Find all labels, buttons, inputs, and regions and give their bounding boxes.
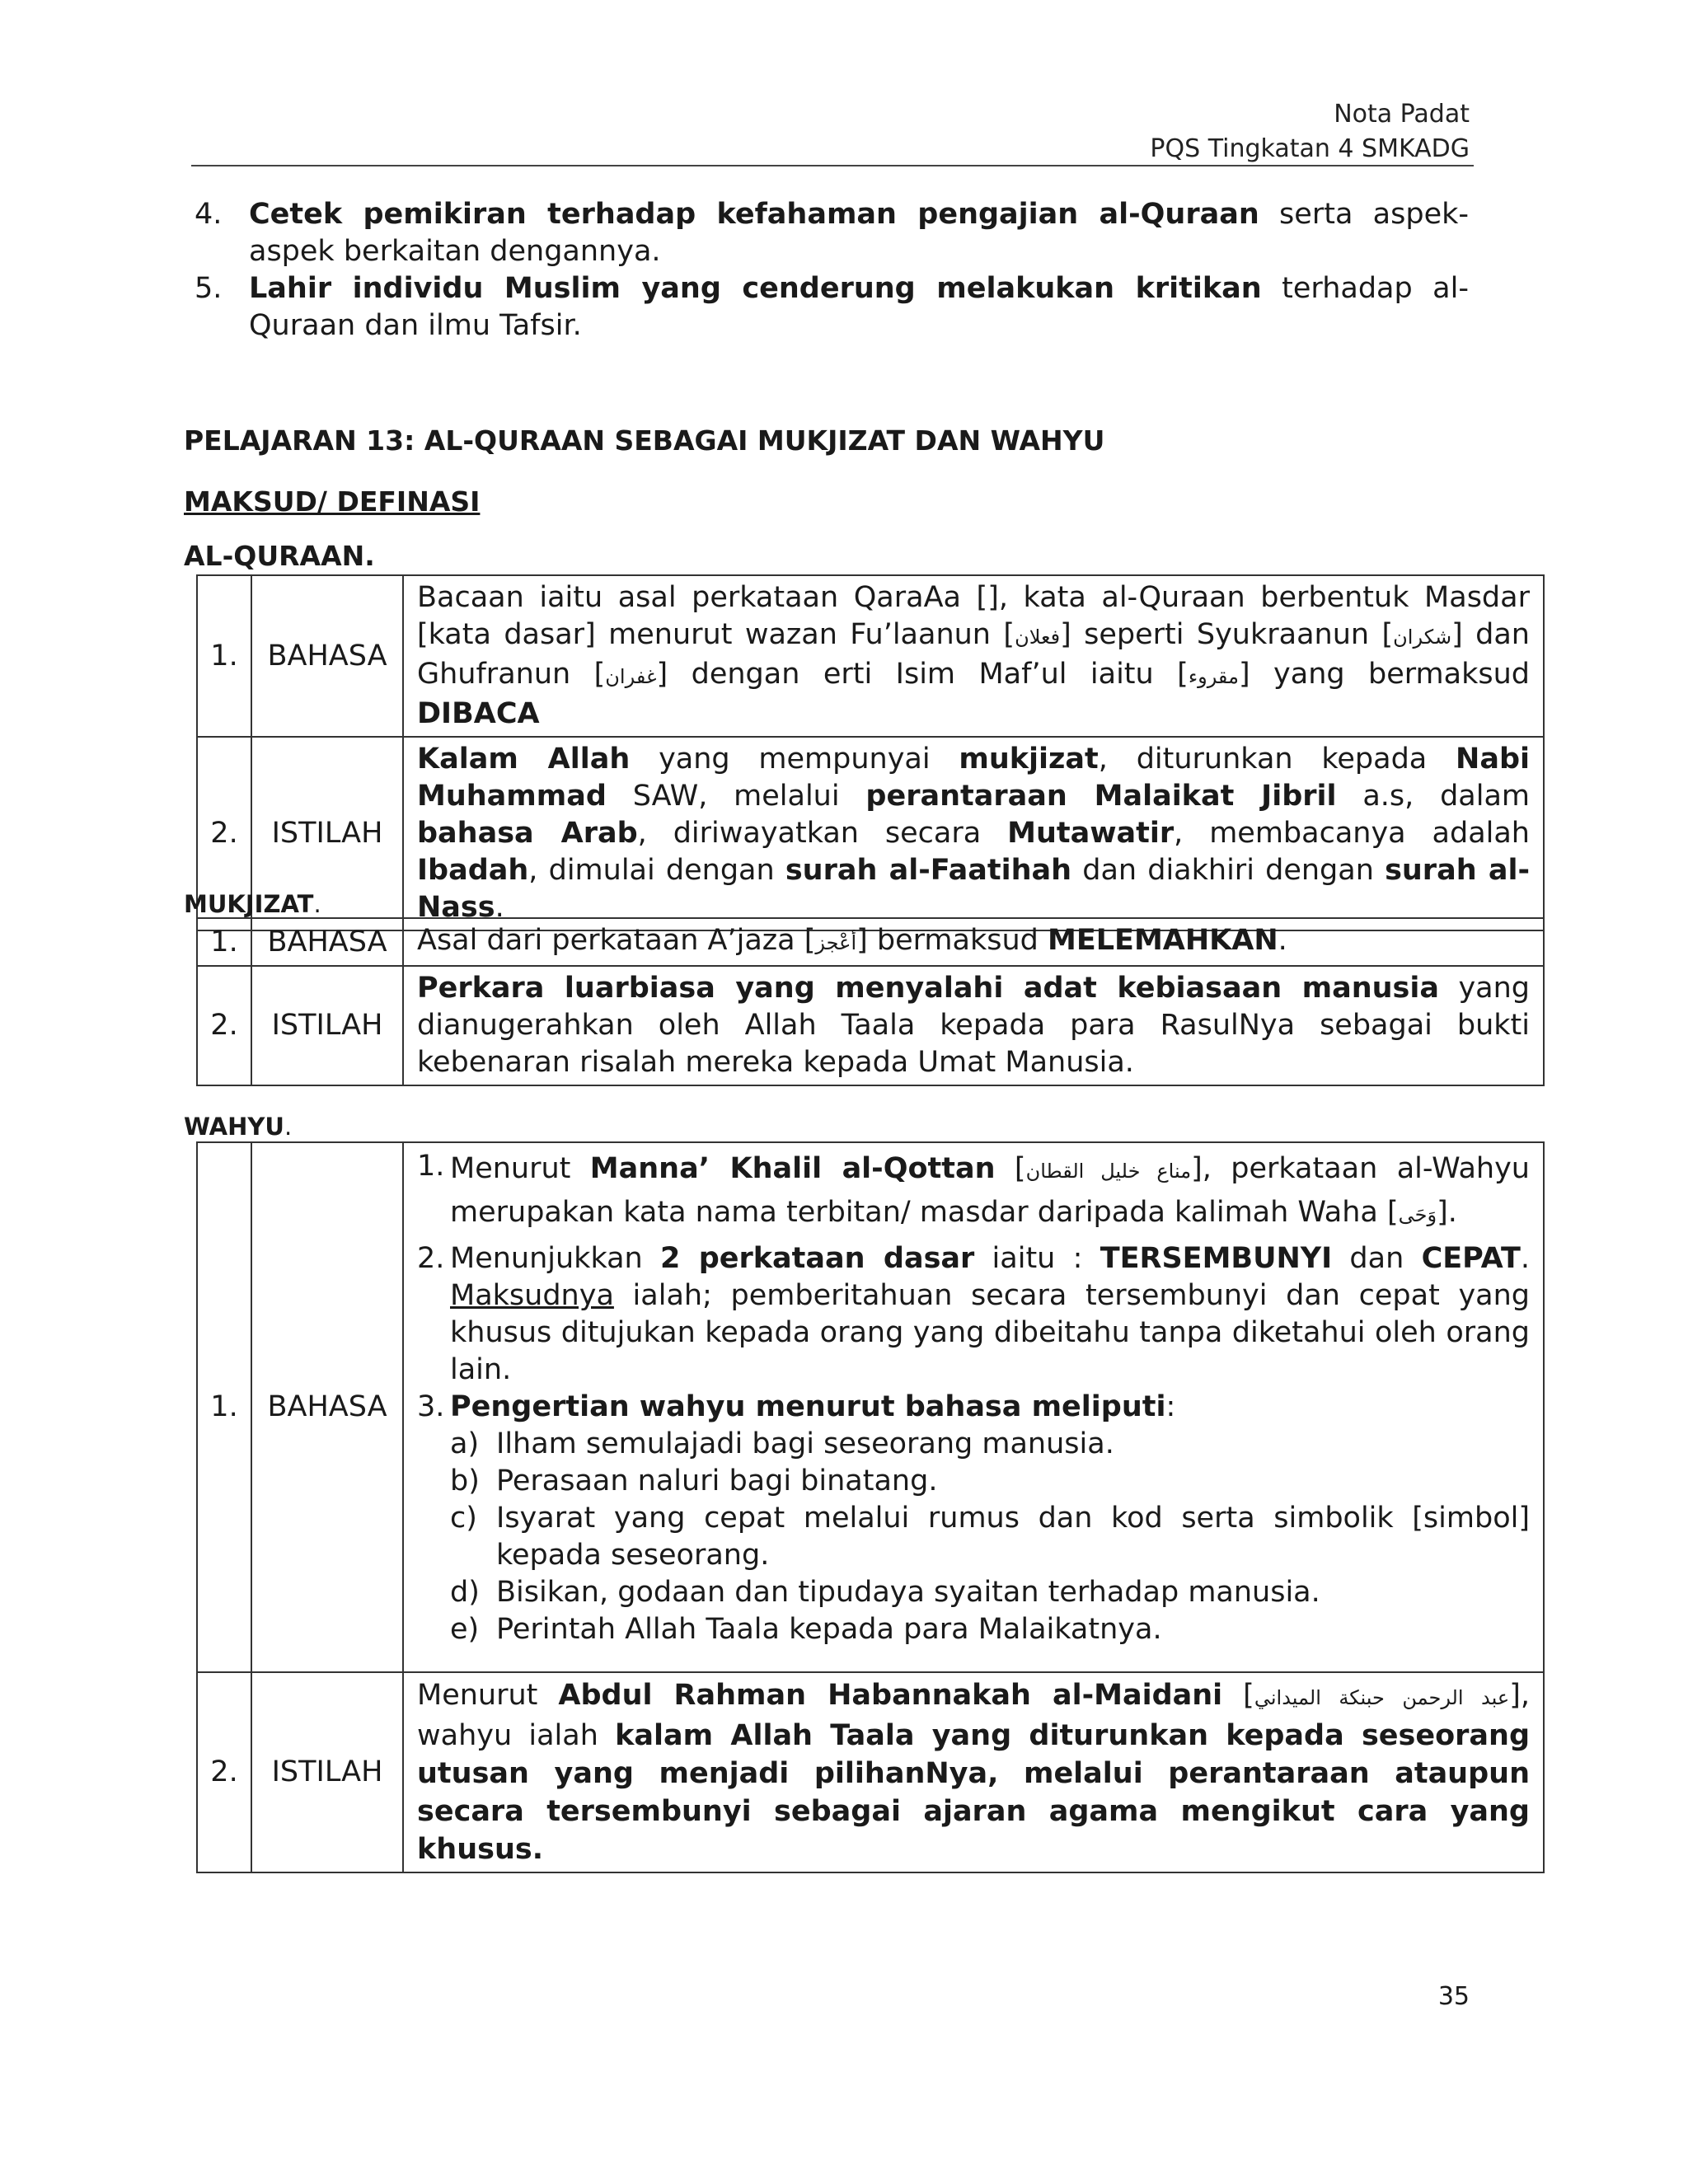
table-row [197, 918, 1544, 966]
plain-text: , diturunkan kepada [1098, 743, 1456, 776]
arabic-text: أعْجز [815, 931, 857, 954]
section-heading-wahyu [184, 1110, 292, 1143]
arabic-text: وَحَى [1398, 1203, 1437, 1226]
arabic-text: عبد الرحمن حبنكة الميداني [1254, 1686, 1510, 1709]
section-heading-alquraan: AL-QURAAN. [184, 540, 375, 572]
plain-text: Asal dari perkataan A’jaza [ [417, 924, 816, 957]
sub-item-letter: e) [450, 1613, 480, 1646]
row-number: 1. [197, 1142, 251, 1672]
plain-text: Bacaan iaitu asal perkataan QaraAa [], kata al-Quraan berbentuk Masdar [kata dasar] menurut wazan Fu’laanun [ [417, 581, 1530, 651]
sub-item [417, 1500, 1530, 1574]
sub-item-text: Bisikan, godaan dan tipudaya syaitan terhadap manusia. [496, 1576, 1320, 1609]
plain-text: ]. [1437, 1196, 1457, 1229]
header-divider [191, 165, 1474, 166]
row-number: 1. [197, 918, 251, 966]
row-number: 2. [197, 966, 251, 1085]
plain-text: . [1520, 1242, 1530, 1275]
heading-text: WAHYU [184, 1113, 284, 1141]
plain-text: yang mempunyai [630, 743, 959, 776]
plain-text: : [1165, 1390, 1176, 1423]
row-description [403, 737, 1544, 930]
plain-text: a.s, dalam [1336, 780, 1531, 813]
row-number: 2. [197, 737, 251, 930]
bold-text: DIBACA [417, 697, 540, 730]
arabic-text: مناع خليل القطان [1025, 1160, 1192, 1183]
plain-text: ialah; pemberitahuan secara tersembunyi dan cepat yang khusus ditujukan kepada orang yang dibeitahu tanpa diketahui oleh orang lain. [450, 1279, 1530, 1386]
plain-text: dan diakhiri dengan [1071, 854, 1386, 887]
plain-text: ] yang bermaksud [1238, 658, 1531, 691]
sub-item-letter: d) [450, 1576, 480, 1609]
row-term: BAHASA [251, 1142, 403, 1672]
section-heading-mukjizat [184, 888, 321, 921]
bold-text: 2 perkataan dasar [660, 1242, 975, 1275]
plain-text: . [495, 891, 504, 924]
table-row [197, 737, 1544, 930]
plain-text: , membacanya adalah [1174, 817, 1530, 850]
row-description [403, 966, 1544, 1085]
row-description [403, 918, 1544, 966]
row-description [403, 575, 1544, 737]
bold-text: Ibadah [417, 854, 529, 887]
plain-text: ], wahyu ialah [417, 1679, 1530, 1752]
plain-text: , diriwayatkan secara [637, 817, 1008, 850]
list-item [191, 196, 1469, 270]
row-term: ISTILAH [251, 737, 403, 930]
plain-text: SAW, melalui [606, 780, 866, 813]
lesson-title: PELAJARAN 13: AL-QURAAN SEBAGAI MUKJIZAT DAN WAHYU [184, 424, 1105, 457]
item-text [450, 1240, 1530, 1389]
item-number: 3. [417, 1390, 445, 1423]
sub-item-text: Perintah Allah Taala kepada para Malaikatnya. [496, 1613, 1162, 1646]
sub-item [417, 1426, 1530, 1463]
bold-text: CEPAT [1421, 1242, 1521, 1275]
bold-text: perantaraan Malaikat Jibril [865, 780, 1337, 813]
bold-text: Lahir individu Muslim yang cenderung melakukan kritikan [249, 272, 1262, 305]
sub-item [417, 1574, 1530, 1611]
table-row [197, 575, 1544, 737]
underlined-text: Maksudnya [450, 1279, 614, 1312]
page-header [1150, 97, 1470, 166]
bold-text: MELEMAHKAN [1048, 924, 1278, 957]
intro-list [191, 196, 1469, 344]
bold-text: TERSEMBUNYI [1100, 1242, 1333, 1275]
plain-text: serta aspek-aspek berkaitan dengannya. [249, 198, 1469, 268]
plain-text: Menurut [450, 1152, 590, 1185]
section-heading-maksud: MAKSUD/ DEFINASI [184, 485, 481, 518]
row-term: ISTILAH [251, 1672, 403, 1872]
list-item-text [249, 270, 1469, 344]
list-item-number: 5. [195, 272, 223, 305]
row-description [403, 1142, 1544, 1672]
arabic-text: غفران [605, 665, 657, 688]
item-number: 2. [417, 1242, 445, 1275]
plain-text: terhadap al-Quraan dan ilmu Tafsir. [249, 272, 1469, 342]
list-item [191, 270, 1469, 344]
bold-text: kalam Allah Taala yang diturunkan kepada seseorang utusan yang menjadi pilihanNya, melalui perantaraan ataupun secara tersembunyi sebagai ajaran agama mengikut cara yang khusus. [417, 1719, 1530, 1866]
bold-text: Abdul Rahman Habannakah al-Maidani [558, 1679, 1223, 1712]
item-text [450, 1389, 1530, 1426]
bold-text: surah al-Faatihah [785, 854, 1072, 887]
plain-text: Menunjukkan [450, 1242, 661, 1275]
numbered-item [417, 1240, 1530, 1389]
bold-text: Pengertian wahyu menurut bahasa meliputi [450, 1390, 1166, 1423]
alquraan-table [196, 574, 1545, 931]
row-number: 1. [197, 575, 251, 737]
bold-text: Cetek pemikiran terhadap kefahaman pengajian al-Quraan [249, 198, 1259, 231]
arabic-text: مقروء [1188, 665, 1239, 688]
mukjizat-table [196, 917, 1545, 1086]
plain-text: ] dan Ghufranun [ [417, 618, 1530, 691]
list-item-text [249, 196, 1469, 270]
heading-text: MUKJIZAT [184, 890, 314, 918]
bold-text: bahasa Arab [417, 817, 638, 850]
heading-period: . [313, 890, 321, 918]
plain-text: [ [995, 1152, 1026, 1185]
plain-text: ] seperti Syukraanun [ [1060, 618, 1394, 651]
plain-text: . [1278, 924, 1287, 957]
sub-item [417, 1463, 1530, 1500]
table-row [197, 966, 1544, 1085]
numbered-item [417, 1148, 1530, 1235]
plain-text: Menurut [417, 1679, 559, 1712]
plain-text: iaitu : [974, 1242, 1100, 1275]
bold-text: mukjizat [959, 743, 1099, 776]
bold-text: surah al-Nass [417, 854, 1530, 924]
list-item-number: 4. [195, 198, 223, 231]
sub-item-letter: b) [450, 1465, 480, 1497]
header-subtitle: PQS Tingkatan 4 SMKADG [1150, 134, 1470, 163]
row-term: BAHASA [251, 575, 403, 737]
arabic-text: فعلان [1015, 626, 1061, 649]
sub-item-text: Perasaan naluri bagi binatang. [496, 1465, 938, 1497]
row-description [403, 1672, 1544, 1872]
plain-text: , dimulai dengan [528, 854, 785, 887]
plain-text: yang dianugerahkan oleh Allah Taala kepada para RasulNya sebagai bukti kebenaran risalah mereka kepada Umat Manusia. [417, 972, 1531, 1079]
sub-item-letter: c) [450, 1502, 477, 1535]
heading-period: . [284, 1113, 293, 1141]
item-text [450, 1148, 1530, 1235]
sub-item [417, 1611, 1530, 1648]
arabic-text: شكران [1393, 626, 1452, 649]
table-row [197, 1672, 1544, 1872]
bold-text: Perkara luarbiasa yang menyalahi adat kebiasaan manusia [417, 972, 1439, 1005]
item-number: 1. [417, 1150, 445, 1183]
header-title: Nota Padat [1334, 100, 1470, 129]
page-number: 35 [1437, 1982, 1470, 2011]
plain-text: dan [1332, 1242, 1422, 1275]
plain-text: ] dengan erti Isim Maf’ul iaitu [ [656, 658, 1189, 691]
row-number: 2. [197, 1672, 251, 1872]
sub-item-text: Ilham semulajadi bagi seseorang manusia. [496, 1427, 1114, 1460]
plain-text: [ [1222, 1679, 1254, 1712]
row-term: BAHASA [251, 918, 403, 966]
row-term: ISTILAH [251, 966, 403, 1085]
bold-text: Kalam Allah [417, 743, 631, 776]
bold-text: Nabi Muhammad [417, 743, 1530, 813]
numbered-item [417, 1389, 1530, 1426]
bold-text: Manna’ Khalil al-Qottan [589, 1152, 996, 1185]
sub-item-text: Isyarat yang cepat melalui rumus dan kod serta simbolik [simbol] kepada seseorang. [496, 1502, 1530, 1572]
plain-text: ] bermaksud [856, 924, 1048, 957]
table-row [197, 1142, 1544, 1672]
bold-text: Mutawatir [1007, 817, 1175, 850]
plain-text: ], perkataan al-Wahyu merupakan kata nama terbitan/ masdar daripada kalimah Waha [ [450, 1152, 1530, 1229]
wahyu-table [196, 1141, 1545, 1873]
sub-item-letter: a) [450, 1427, 480, 1460]
